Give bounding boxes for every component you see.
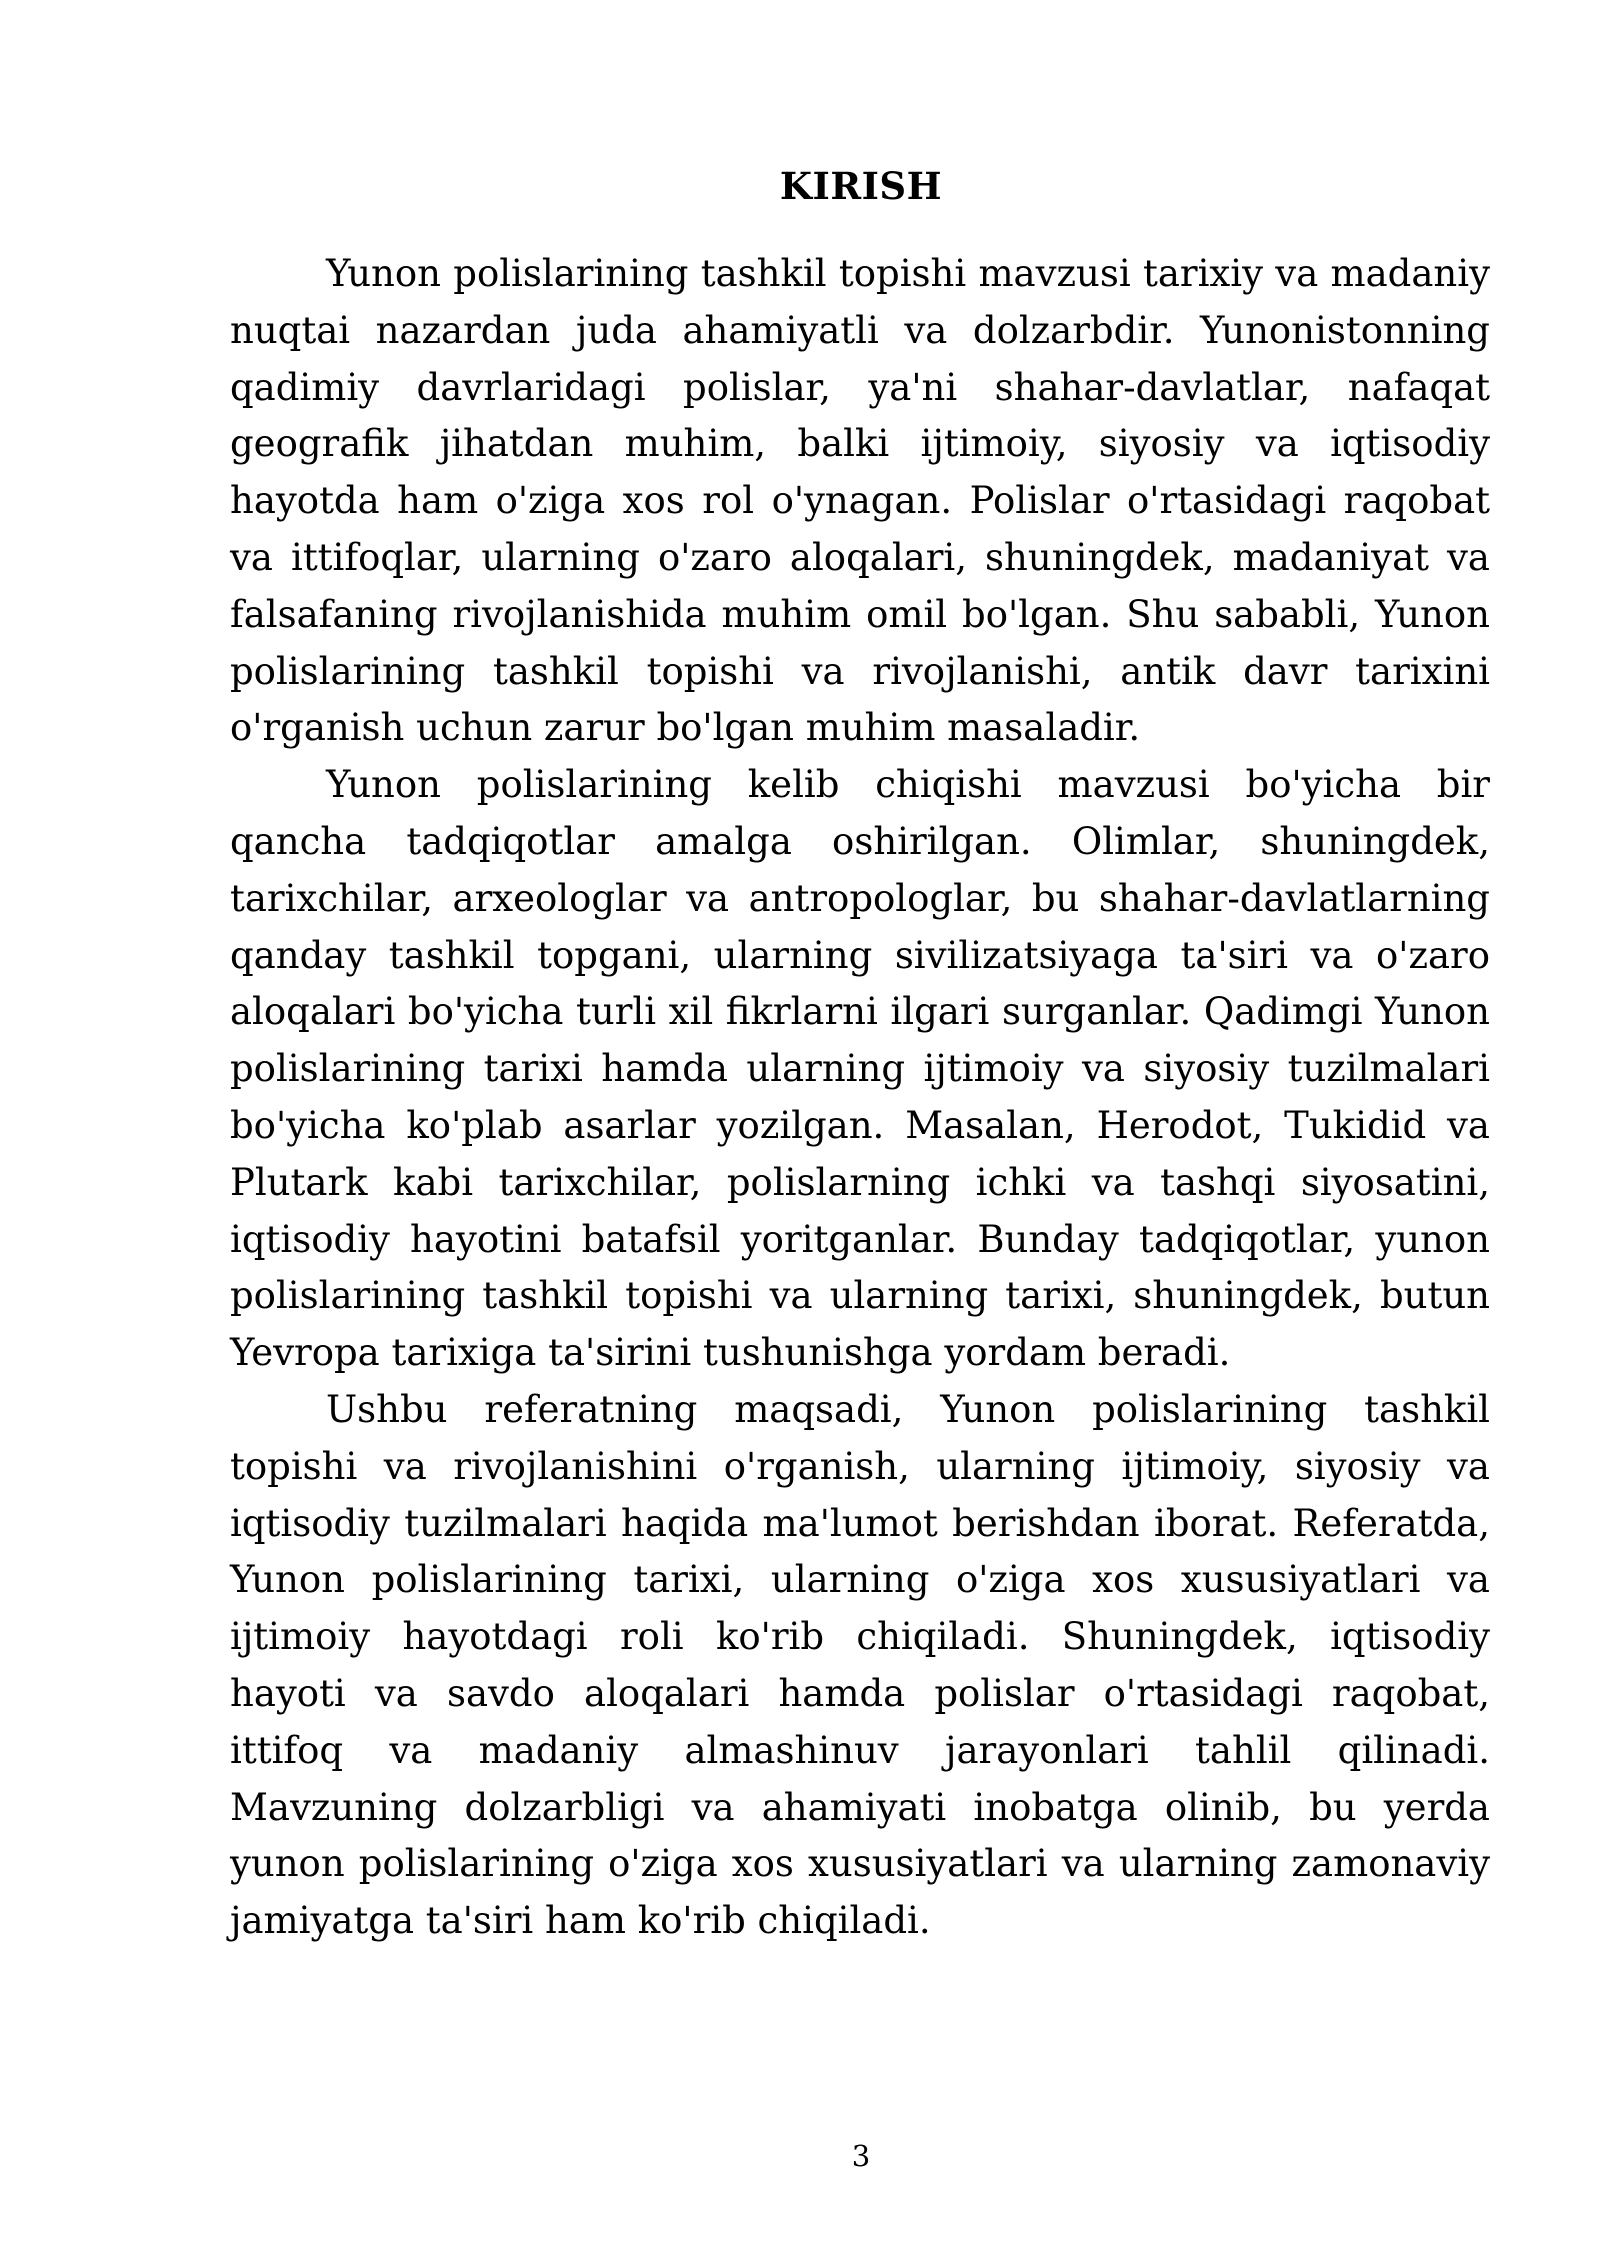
paragraph-3: Ushbu referatning maqsadi, Yunon polislarining tashkil topishi va rivojlanishini o'rganish, ularning ijtimoiy, siyosiy va iqtisodiy tuzilmalari haqida ma'lumot berishdan iborat. Referatda, Yunon polislarining tarixi, ularning o'ziga xos xususiyatlari va ijtimoiy hayotdagi roli ko'rib chiqiladi. Shuningdek, iqtisodiy hayoti va savdo aloqalari hamda polislar o'rtasidagi raqobat, ittifoq va madaniy almashinuv jarayonlari tahlil qilinadi. Mavzuning dolzarbligi va ahamiyati inobatga olinib, bu yerda yunon polislarining o'ziga xos xususiyatlari va ularning zamonaviy jamiyatga ta'siri ham ko'rib chiqiladi. xyxy=(230,1387,1490,1943)
section-heading: KIRISH xyxy=(779,164,943,208)
page-number: 3 xyxy=(851,2139,871,2173)
body-text xyxy=(230,246,1490,1950)
paragraph-2: Yunon polislarining kelib chiqishi mavzusi bo'yicha bir qancha tadqiqotlar amalga oshirilgan. Olimlar, shuningdek, tarixchilar, arxeologlar va antropologlar, bu shahar-davlatlarning qanday tashkil topgani, ularning sivilizatsiyaga ta'siri va o'zaro aloqalari bo'yicha turli xil fikrlarni ilgari surganlar. Qadimgi Yunon polislarining tarixi hamda ularning ijtimoiy va siyosiy tuzilmalari bo'yicha ko'plab asarlar yozilgan. Masalan, Herodot, Tukidid va Plutark kabi tarixchilar, polislarning ichki va tashqi siyosatini, iqtisodiy hayotini batafsil yoritganlar. Bunday tadqiqotlar, yunon polislarining tashkil topishi va ularning tarixi, shuningdek, butun Yevropa tarixiga ta'sirini tushunishga yordam beradi. xyxy=(230,763,1490,1375)
paragraph-1: Yunon polislarining tashkil topishi mavzusi tarixiy va madaniy nuqtai nazardan juda ahamiyatli va dolzarbdir. Yunonistonning qadimiy davrlaridagi polislar, ya'ni shahar-davlatlar, nafaqat geografik jihatdan muhim, balki ijtimoiy, siyosiy va iqtisodiy hayotda ham o'ziga xos rol o'ynagan. Polislar o'rtasidagi raqobat va ittifoqlar, ularning o'zaro aloqalari, shuningdek, madaniyat va falsafaning rivojlanishida muhim omil bo'lgan. Shu sababli, Yunon polislarining tashkil topishi va rivojlanishi, antik davr tarixini o'rganish uchun zarur bo'lgan muhim masaladir. xyxy=(230,252,1490,750)
